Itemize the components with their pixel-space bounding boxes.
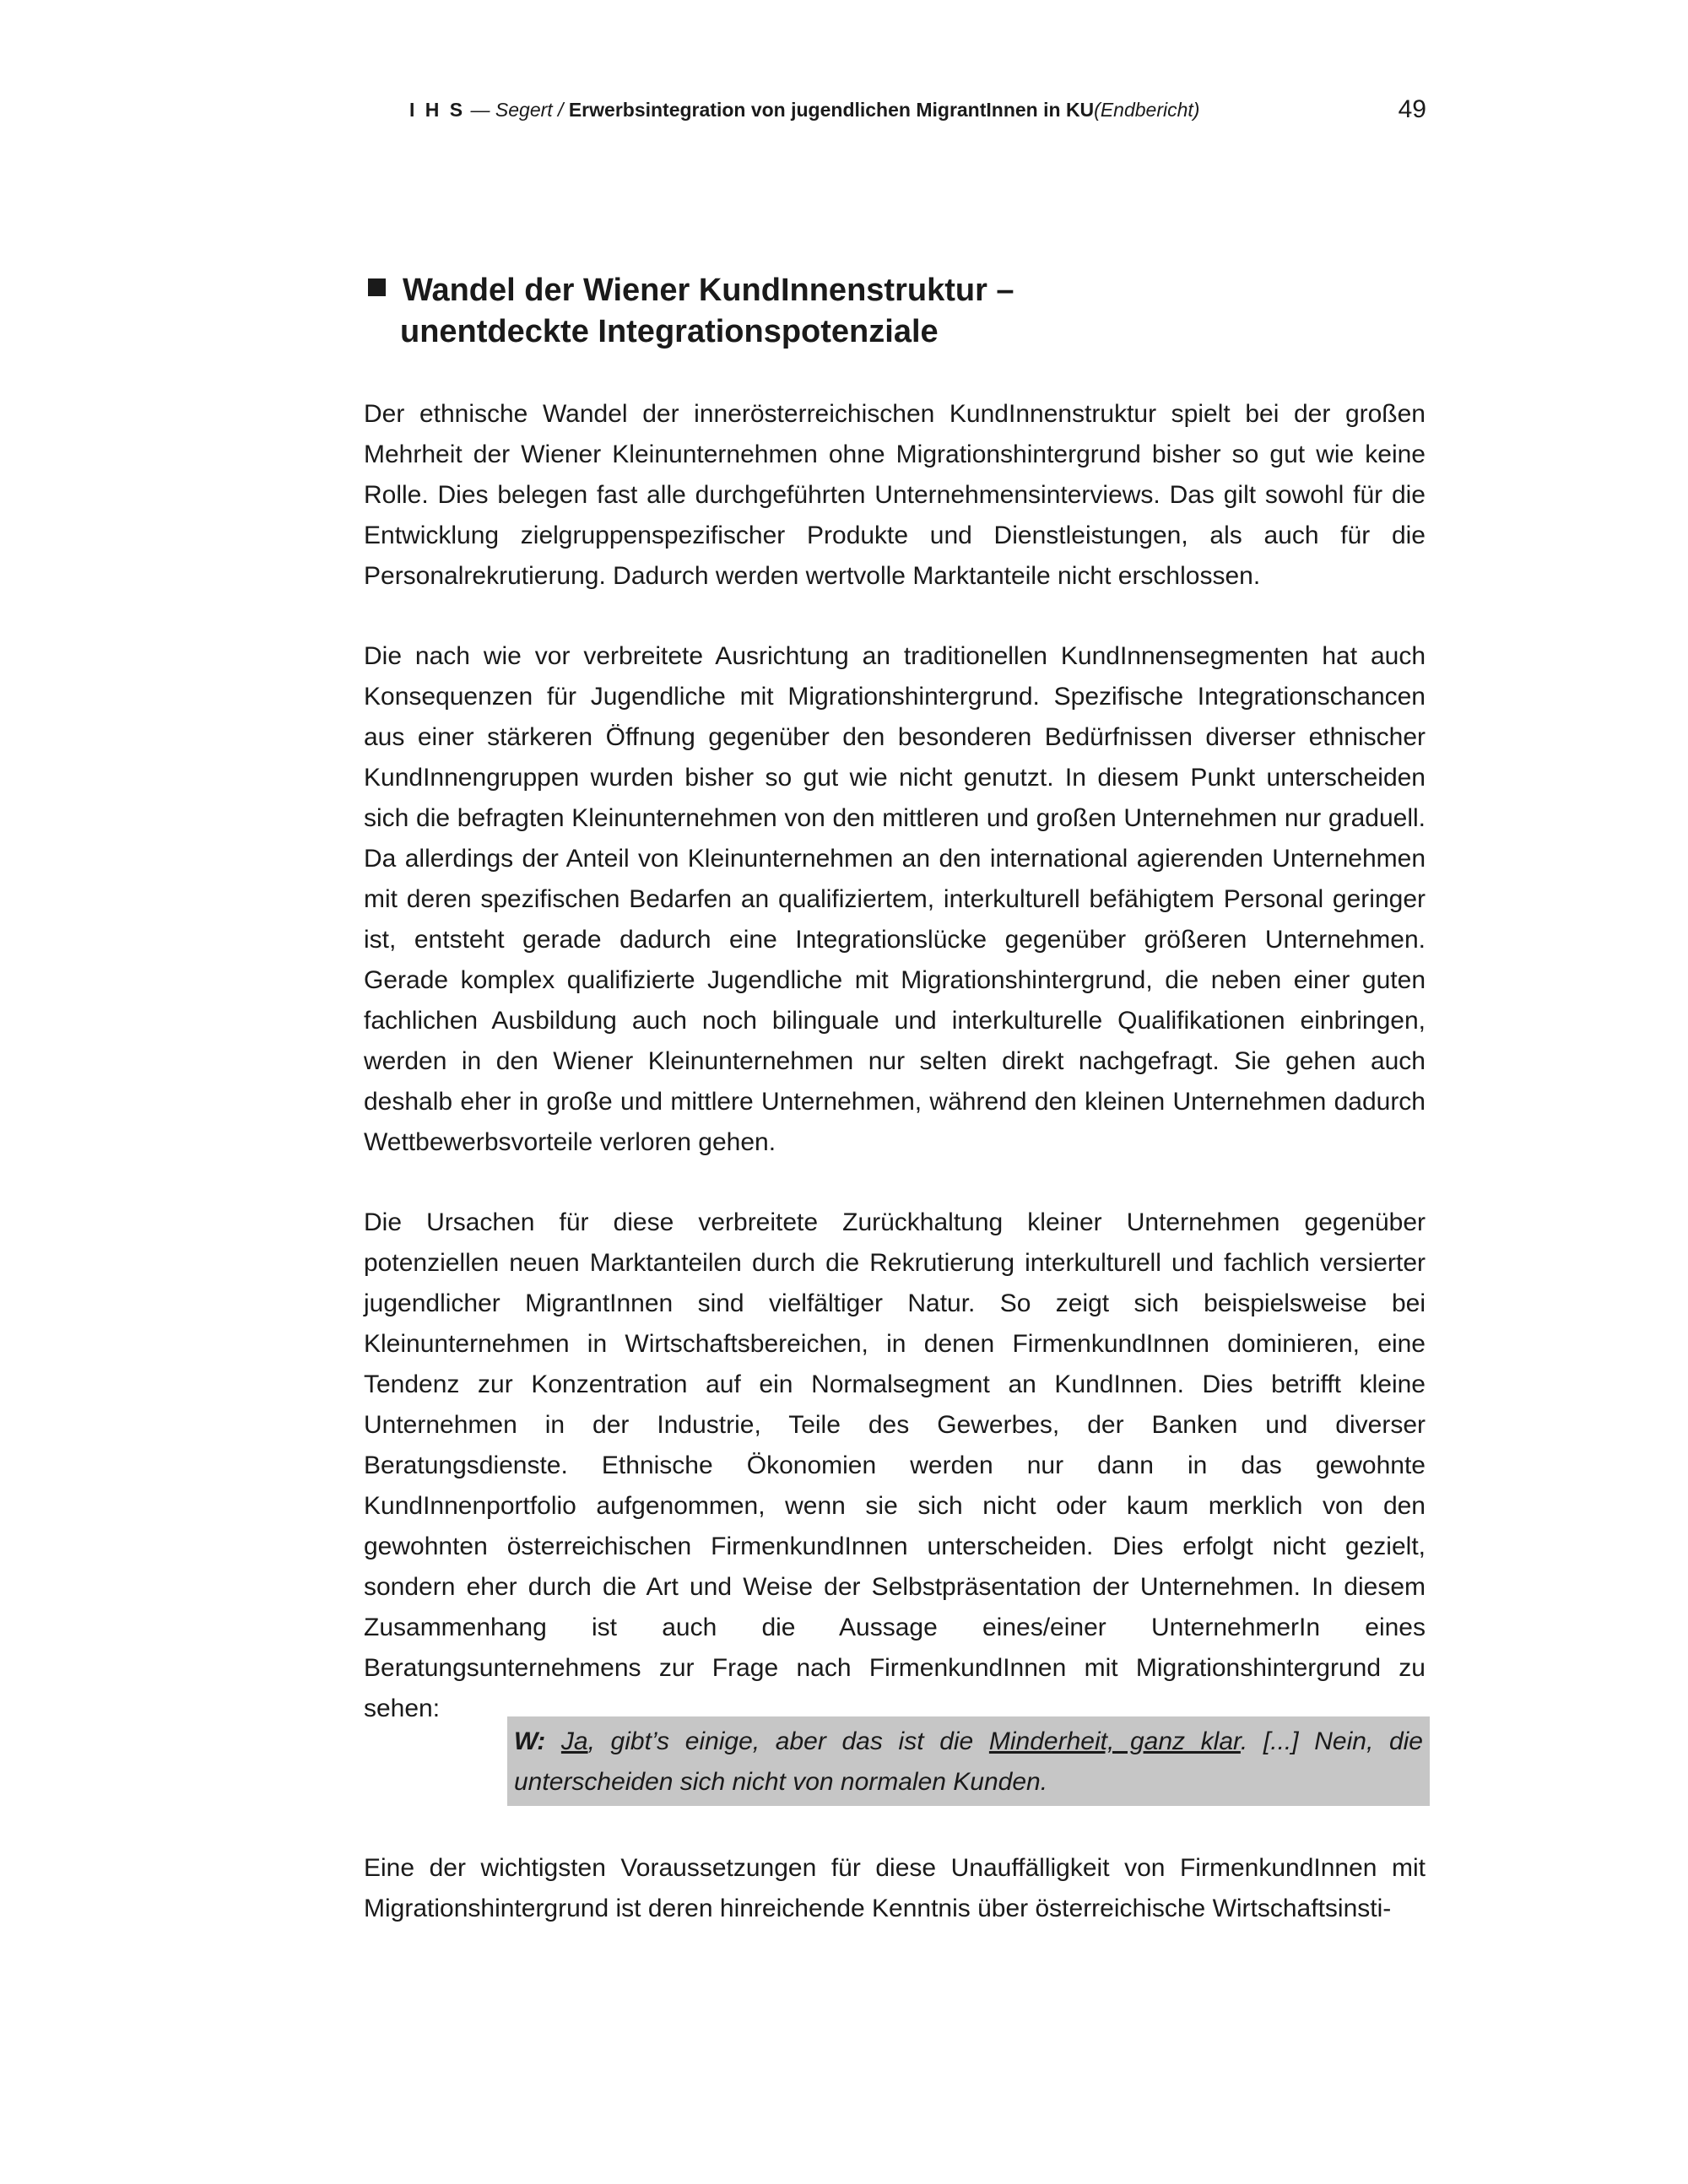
- paragraph-2: Die nach wie vor verbreitete Ausrichtung an traditionellen KundInnensegmenten hat auch Konsequenzen für Jugendliche mit Migrationshintergrund. Spezifische Integrationschancen aus einer stärkeren Öffnung gegenüber den besonderen Bedürfnissen diverser ethnischer KundInnengruppen wurden bisher so gut wie nicht genutzt. In diesem Punkt unterscheiden sich die befragten Kleinunternehmen von den mittleren und großen Unternehmen nur graduell. Da allerdings der Anteil von Kleinunternehmen an den international agierenden Unternehmen mit deren spezifischen Bedarfen an qualifiziertem, interkulturell befähigtem Personal geringer ist, entsteht gerade dadurch eine Integrationslücke gegenüber größeren Unternehmen. Gerade komplex qualifizierte Jugendliche mit Migrationshintergrund, die neben einer guten fachlichen Ausbildung auch noch bilinguale und interkulturelle Qualifikationen einbringen, werden in den Wiener Kleinunternehmen nur selten direkt nachgefragt. Sie gehen auch deshalb eher in große und mittlere Unternehmen, während den kleinen Unternehmen dadurch Wettbewerbsvorteile verloren gehen.: [364, 642, 1426, 1156]
- quote-text-1: , gibt’s einige, aber das ist die: [587, 1727, 989, 1755]
- section-heading: [368, 270, 1465, 353]
- header-dash: —: [465, 99, 495, 121]
- interview-quote: [507, 1716, 1430, 1806]
- paragraph-4: Eine der wichtigsten Voraussetzungen für diese Unauffälligkeit von FirmenkundInnen mit Migrationshintergrund ist deren hinreichende Kenntnis über österreichische Wirtschaftsinsti-: [364, 1854, 1426, 1922]
- page-number: 49: [1398, 95, 1426, 123]
- header-author: Segert /: [495, 99, 564, 121]
- running-header: [409, 96, 1422, 123]
- paragraph-1: Der ethnische Wandel der innerösterreichischen KundInnenstruktur spielt bei der großen Mehrheit der Wiener Kleinunternehmen ohne Migrationshintergrund bisher so gut wie keine Rolle. Dies belegen fast alle durchgeführten Unternehmensinterviews. Das gilt sowohl für die Entwicklung zielgruppenspezifischer Produkte und Dienstleistungen, als auch für die Personalrekrutierung. Dadurch werden wertvolle Marktanteile nicht erschlossen.: [364, 400, 1426, 590]
- header-title: Erwerbsintegration von jugendlichen MigrantInnen in KU: [563, 99, 1095, 121]
- header-institute: I H S: [409, 99, 466, 121]
- quote-speaker: W:: [514, 1727, 546, 1755]
- paragraph-3: Die Ursachen für diese verbreitete Zurückhaltung kleiner Unternehmen gegenüber potenziellen neuen Marktanteilen durch die Rekrutierung interkulturell und fachlich versierter jugendlicher MigrantInnen sind vielfältiger Natur. So zeigt sich beispielsweise bei Kleinunternehmen in Wirtschaftsbereichen, in denen FirmenkundInnen dominieren, eine Tendenz zur Konzentration auf ein Normalsegment an KundInnen. Dies betrifft kleine Unternehmen in der Industrie, Teile des Gewerbes, der Banken und diverser Beratungsdienste. Ethnische Ökonomien werden nur dann in das gewohnte KundInnenportfolio aufgenommen, wenn sie sich nicht oder kaum merklich von den gewohnten österreichischen FirmenkundInnen unterscheiden. Dies erfolgt nicht gezielt, sondern eher durch die Art und Weise der Selbstpräsentation der Unternehmen. In diesem Zusammenhang ist auch die Aussage eines/einer UnternehmerIn eines Beratungsunternehmens zur Frage nach FirmenkundInnen mit Migrationshintergrund zu sehen:: [364, 1208, 1426, 1722]
- square-bullet-icon: [368, 278, 386, 296]
- quote-underlined-2: Minderheit, ganz klar: [988, 1727, 1241, 1755]
- section-title-line1: Wandel der Wiener KundInnenstruktur –: [403, 273, 1014, 308]
- quote-underlined-1: Ja: [560, 1727, 588, 1755]
- quote-text-2: . [...] Nein, die unterscheiden sich nicht von normalen Kunden.: [514, 1727, 1423, 1796]
- header-suffix: (Endbericht): [1094, 99, 1200, 121]
- section-title-line2: unentdeckte Integrationspotenziale: [400, 314, 939, 349]
